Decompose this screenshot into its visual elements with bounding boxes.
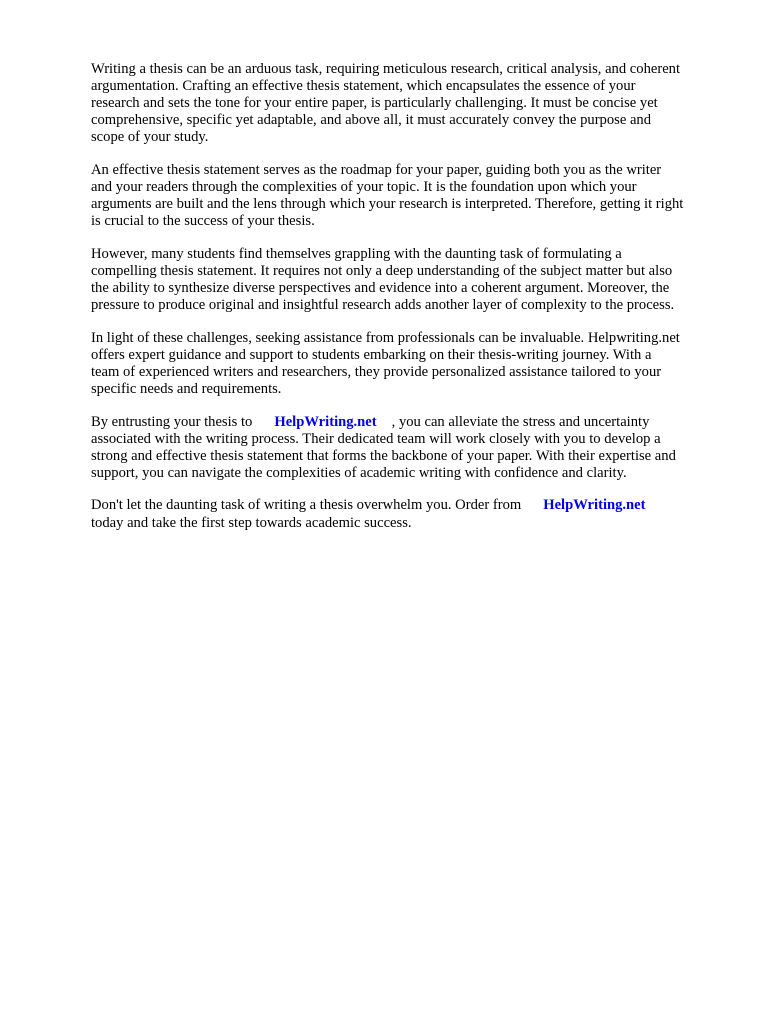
paragraph-assistance: In light of these challenges, seeking assistance from professionals can be invaluable. Helpwriting.net offers expert guidance and support to students embarking on their thesis-writing journey. With a team of experienced writers and researchers, they provide personalized assistance tailored to your specific needs and requirements. [91, 329, 680, 397]
entrust-text-after: , you can alleviate the stress and uncertainty associated with the writing process. Their dedicated team will work closely with you to develop a strong and effective thesis statement that forms the backbone of your paper. With their expertise and support, you can navigate the complexities of academic writing with confidence and clarity. [91, 413, 676, 481]
entrust-text-before: By entrusting your thesis to [91, 413, 253, 430]
document-page [91, 61, 731, 547]
closing-text-after: today and take the first step towards academic success. [91, 514, 412, 531]
paragraph-intro: Writing a thesis can be an arduous task, requiring meticulous research, critical analysis, and coherent argumentation. Crafting an effective thesis statement, which encapsulates the essence of your research and sets the tone for your entire paper, is particularly challenging. It must be concise yet comprehensive, specific yet adaptable, and above all, it must accurately convey the purpose and scope of your study. [91, 61, 681, 146]
helpwriting-link[interactable]: HelpWriting.net [274, 413, 377, 430]
paragraph-closing [91, 497, 731, 531]
order-helpwriting-link[interactable]: HelpWriting.net [543, 497, 646, 514]
paragraph-roadmap: An effective thesis statement serves as the roadmap for your paper, guiding both you as the writer and your readers through the complexities of your topic. It is the foundation upon which your arguments are built and the lens through which your research is interpreted. Therefore, getting it right is crucial to the success of your thesis. [91, 161, 684, 230]
paragraph-challenges: However, many students find themselves grappling with the daunting task of formulating a compelling thesis statement. It requires not only a deep understanding of the subject matter but also the ability to synthesize diverse perspectives and evidence into a coherent argument. Moreover, the pressure to produce original and insightful research adds another layer of complexity to the process. [91, 245, 675, 314]
closing-text-before: Don't let the daunting task of writing a thesis overwhelm you. Order from [91, 497, 522, 514]
paragraph-entrust [91, 414, 731, 482]
